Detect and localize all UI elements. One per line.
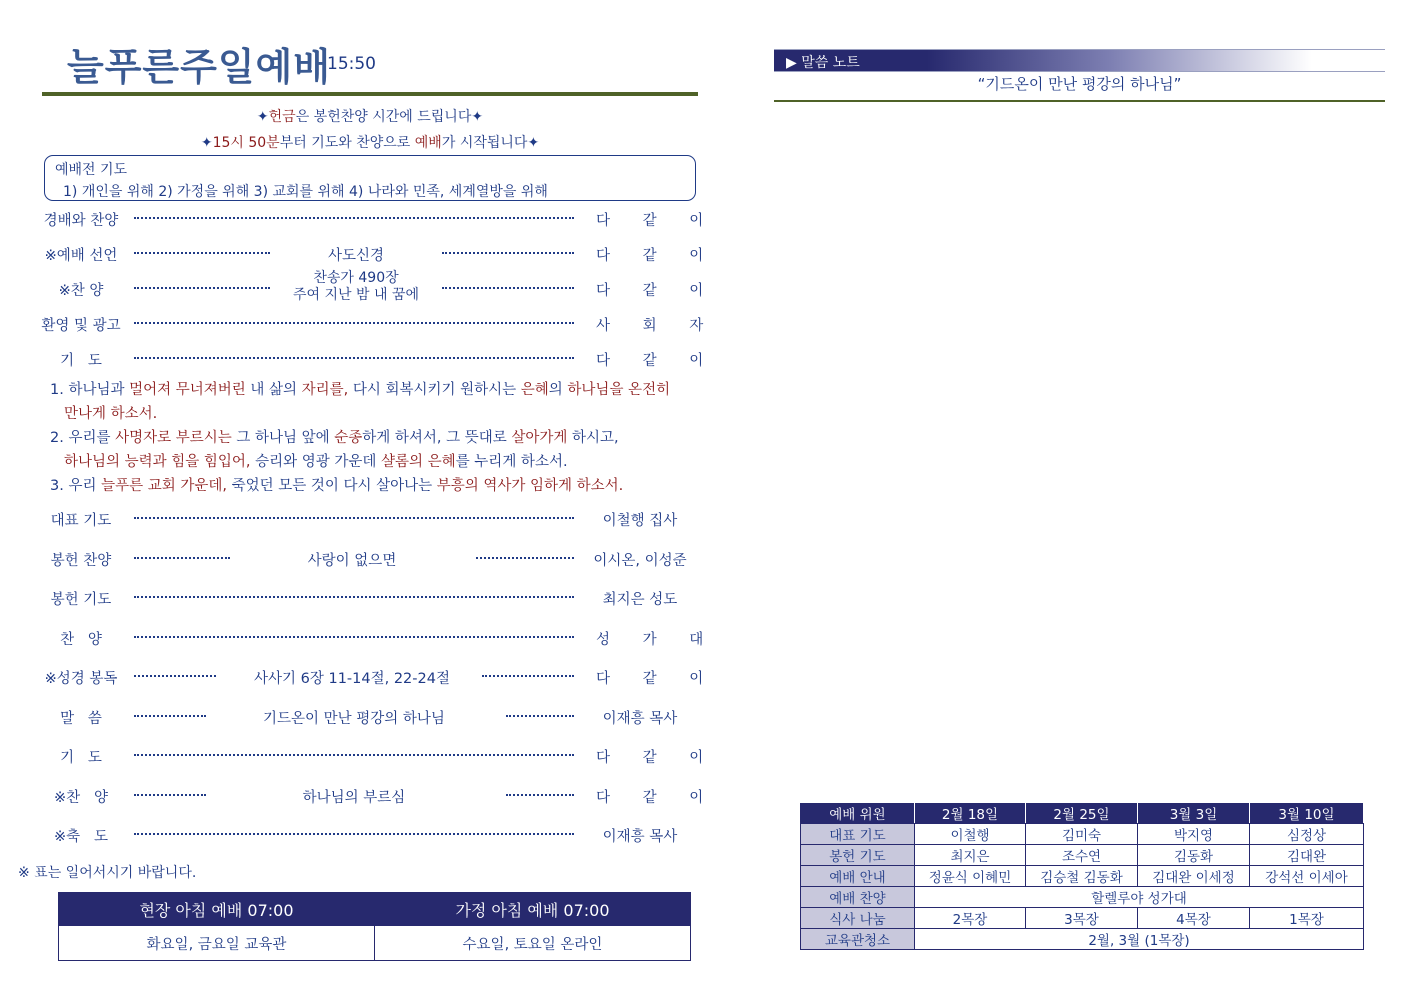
duty-row: [801, 824, 1364, 845]
pre-prayer-box: [44, 155, 696, 201]
dotted-leader: [134, 517, 574, 519]
duty-cell: 4목장: [1138, 908, 1250, 929]
duty-row: [801, 845, 1364, 866]
order-who: 다 같 이: [596, 790, 718, 806]
dotted-leader: [134, 287, 270, 289]
morning-cell-home: 수요일, 토요일 온라인: [375, 926, 691, 961]
order-who: 다 같 이: [596, 671, 718, 687]
order-row-choir: [26, 622, 718, 652]
stand-note: ※ 표는 일어서시기 바랍니다.: [18, 865, 197, 881]
dotted-leader: [134, 217, 574, 219]
title-block: [42, 30, 698, 96]
duty-row-label: 대표 기도: [801, 824, 915, 845]
duty-cell: 조수연: [1026, 845, 1138, 866]
dotted-leader: [134, 636, 574, 638]
dotted-leader: [482, 675, 574, 677]
service-time: 15:50: [327, 54, 376, 74]
morning-header-home: 가정 아침 예배 07:00: [375, 893, 691, 926]
order-row-hymn-2: [26, 780, 718, 810]
pre-prayer-title: 예배전 기도: [55, 162, 128, 178]
duty-cell: 김승철 김동화: [1026, 866, 1138, 887]
order-row-offering-song: [26, 543, 698, 573]
sermon-note-bar: [774, 49, 1385, 71]
order-label: 경배와 찬양: [43, 213, 119, 229]
duty-cell: 이철행: [915, 824, 1026, 845]
order-label: 말 씀: [60, 711, 102, 727]
order-who: 다 같 이: [596, 213, 718, 229]
order-who: 이재흥 목사: [602, 829, 678, 845]
duty-header: 3월 10일: [1250, 803, 1364, 824]
duty-cell: 김대완 이세정: [1138, 866, 1250, 887]
duty-cell: 박지영: [1138, 824, 1250, 845]
order-row-benediction: [26, 819, 698, 849]
prayer-item-2: 2. 우리를 사명자로 부르시는 그 하나님 앞에 순종하게 하셔서, 그 뜻대로 살아가게 하시고,: [50, 430, 619, 446]
order-row-prayer: [26, 343, 718, 373]
pre-prayer-items: 1) 개인을 위해 2) 가정을 위해 3) 교회를 위해 4) 나라와 민족, 세계열방을 위해: [63, 184, 548, 200]
duty-header: 2월 18일: [915, 803, 1026, 824]
order-middle: 하나님의 부르심: [302, 790, 406, 806]
divider: [774, 71, 1385, 72]
morning-cell-onsite: 화요일, 금요일 교육관: [59, 926, 375, 961]
duty-cell: 정윤식 이혜민: [915, 866, 1026, 887]
duty-row-label: 식사 나눔: [801, 908, 915, 929]
order-row-declaration: [26, 238, 718, 268]
dotted-leader: [442, 287, 574, 289]
duty-cell: 김대완: [1250, 845, 1364, 866]
morning-header-onsite: 현장 아침 예배 07:00: [59, 893, 375, 926]
duty-row-label: 예배 안내: [801, 866, 915, 887]
order-label: ※축 도: [54, 829, 108, 845]
order-who: 성 가 대: [596, 632, 718, 648]
order-row-worship: [26, 203, 718, 233]
order-label: 기 도: [60, 750, 102, 766]
order-row-offering-prayer: [26, 582, 698, 612]
order-label: ※찬 양: [58, 283, 104, 299]
order-middle: 사랑이 없으면: [307, 553, 397, 569]
dotted-leader: [134, 252, 270, 254]
prayer-item-1: 1. 하나님과 멀어져 무너져버린 내 삶의 자리를, 다시 회복시키기 원하시는 은혜의 하나님을 온전히: [50, 382, 671, 398]
order-label: 봉헌 기도: [50, 592, 112, 608]
dotted-leader: [134, 675, 216, 677]
duty-cell: 최지은: [915, 845, 1026, 866]
order-who: 이철행 집사: [602, 513, 678, 529]
duty-roster-table: [800, 802, 1364, 950]
sermon-note-label: ▶ 말씀 노트: [786, 55, 860, 71]
order-who: 다 같 이: [596, 248, 718, 264]
offering-notice: ✦헌금은 봉헌찬양 시간에 드립니다✦: [256, 109, 484, 125]
morning-service-table: [58, 892, 691, 961]
duty-cell: 1목장: [1250, 908, 1364, 929]
duty-cell-span: 2월, 3월 (1목장): [915, 929, 1364, 950]
dotted-leader: [134, 794, 206, 796]
start-notice: ✦15시 50분부터 기도와 찬양으로 예배가 시작됩니다✦: [200, 135, 540, 151]
order-row-scripture: [26, 661, 718, 691]
prayer-item-3: 3. 우리 늘푸른 교회 가운데, 죽었던 모든 것이 다시 살아나는 부흥의 역사가 임하게 하소서.: [50, 478, 624, 494]
dotted-leader: [476, 557, 574, 559]
dotted-leader: [442, 252, 574, 254]
duty-cell: 김미숙: [1026, 824, 1138, 845]
dotted-leader: [134, 596, 574, 598]
order-label: 찬 양: [60, 632, 102, 648]
prayer-list: [50, 378, 700, 498]
duty-cell: 3목장: [1026, 908, 1138, 929]
order-middle: [270, 270, 442, 304]
order-who: 다 같 이: [596, 353, 718, 369]
duty-row: [801, 929, 1364, 950]
page-title: 늘푸른주일예배: [67, 45, 331, 89]
order-row-hymn: [26, 270, 718, 303]
duty-header: 예배 위원: [801, 803, 915, 824]
dotted-leader: [134, 557, 230, 559]
order-middle: 기드온이 만난 평강의 하나님: [263, 711, 445, 727]
dotted-leader: [134, 357, 574, 359]
duty-header: 2월 25일: [1026, 803, 1138, 824]
order-label: ※찬 양: [54, 790, 108, 806]
order-who: 이재흥 목사: [602, 711, 678, 727]
duty-row-label: 예배 찬양: [801, 887, 915, 908]
divider: [774, 100, 1385, 102]
duty-cell: 2목장: [915, 908, 1026, 929]
sermon-title: “기드온이 만난 평강의 하나님”: [977, 75, 1182, 93]
order-row-welcome: [26, 308, 718, 338]
order-who: 최지은 성도: [602, 592, 678, 608]
duty-header: 3월 3일: [1138, 803, 1250, 824]
dotted-leader: [134, 715, 206, 717]
order-row-prayer-2: [26, 740, 718, 770]
order-middle: 사사기 6장 11-14절, 22-24절: [254, 671, 450, 687]
duty-cell: 강석선 이세아: [1250, 866, 1364, 887]
order-who: 다 같 이: [596, 750, 718, 766]
order-row-sermon: [26, 701, 698, 731]
prayer-item-1-cont: 만나게 하소서.: [64, 406, 158, 422]
hymn-title: 주여 지난 밤 내 꿈에: [293, 287, 419, 303]
order-label: 기 도: [60, 353, 102, 369]
order-who: 다 같 이: [596, 283, 718, 299]
order-label: ※예배 선언: [44, 248, 118, 264]
prayer-item-2-cont: 하나님의 능력과 힘을 힘입어, 승리와 영광 가운데 샬롬의 은혜를 누리게 하소서.: [64, 454, 568, 470]
order-middle: 사도신경: [327, 248, 385, 264]
duty-row-label: 봉헌 기도: [801, 845, 915, 866]
duty-row: [801, 908, 1364, 929]
order-label: 환영 및 광고: [41, 318, 121, 334]
hymn-number: 찬송가 490장: [313, 270, 399, 286]
order-row-rep-prayer: [26, 503, 698, 533]
duty-row-label: 교육관청소: [801, 929, 915, 950]
dotted-leader: [134, 754, 574, 756]
duty-cell-span: 할렐루야 성가대: [915, 887, 1364, 908]
duty-cell: 김동화: [1138, 845, 1250, 866]
duty-row: [801, 887, 1364, 908]
dotted-leader: [506, 794, 574, 796]
duty-row: [801, 866, 1364, 887]
order-label: 대표 기도: [50, 513, 112, 529]
order-who: 사 회 자: [596, 318, 718, 334]
dotted-leader: [134, 322, 574, 324]
order-who: 이시온, 이성준: [593, 553, 687, 569]
dotted-leader: [506, 715, 574, 717]
order-label: ※성경 봉독: [44, 671, 118, 687]
order-label: 봉헌 찬양: [50, 553, 112, 569]
duty-cell: 심정상: [1250, 824, 1364, 845]
dotted-leader: [134, 833, 574, 835]
